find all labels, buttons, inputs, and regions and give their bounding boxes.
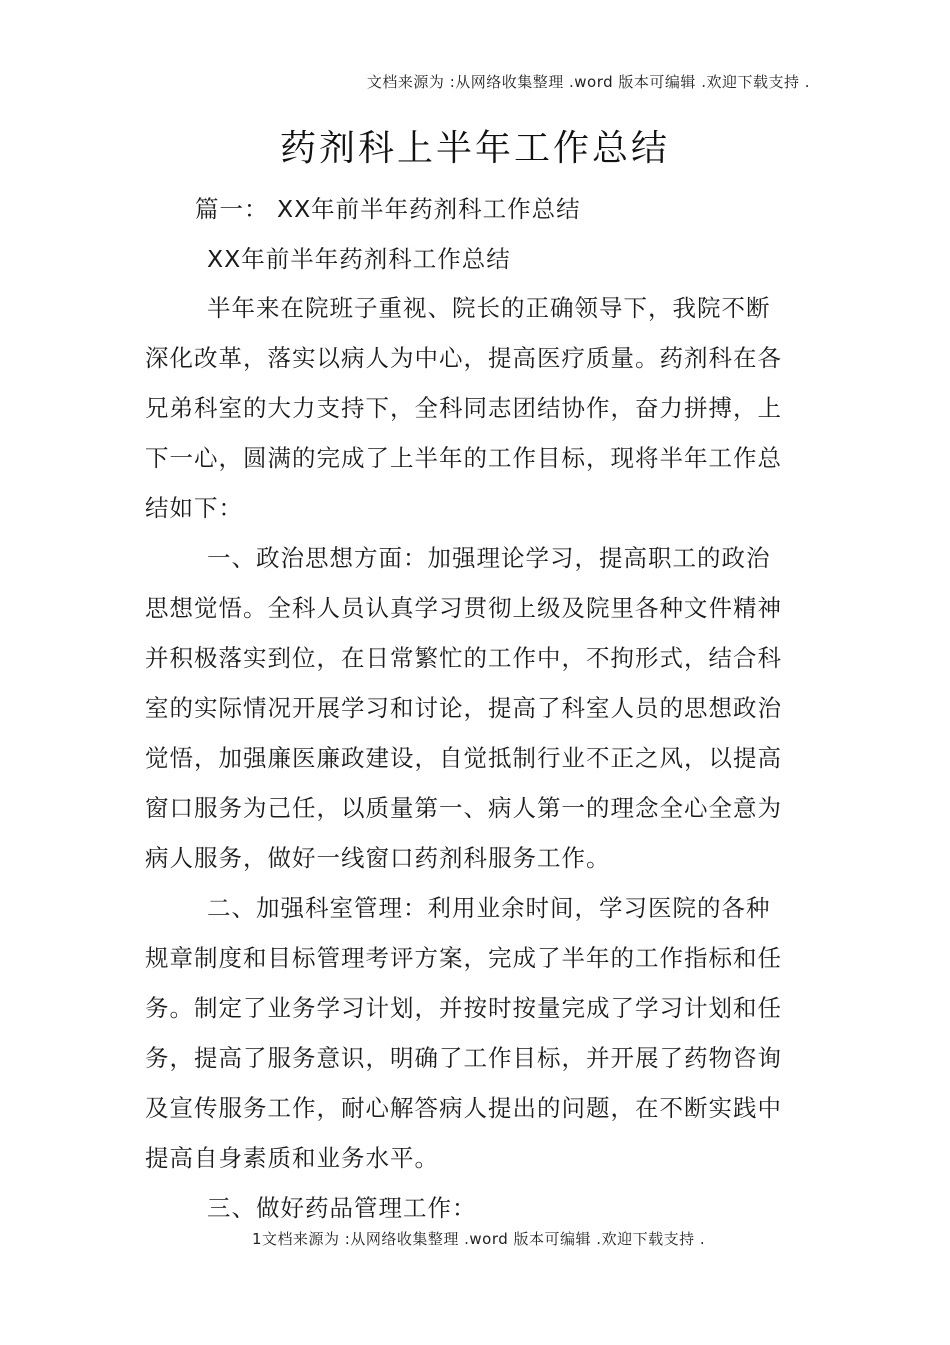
- section-heading: XX年前半年药剂科工作总结: [207, 245, 511, 273]
- page-header-note: 文档来源为 :从网络收集整理 .word 版本可编辑 .欢迎下载支持 .: [366, 73, 810, 91]
- paragraph-line: 病人服务，做好一线窗口药剂科服务工作。: [145, 844, 611, 872]
- paragraph-line: 及宣传服务工作，耐心解答病人提出的问题，在不断实践中: [145, 1094, 782, 1122]
- paragraph-line: 务，提高了服务意识，明确了工作目标，并开展了药物咨询: [145, 1044, 782, 1072]
- page-footer-note: 1文档来源为 :从网络收集整理 .word 版本可编辑 .欢迎下载支持 .: [252, 1230, 706, 1248]
- paragraph-line: 务。制定了业务学习计划，并按时按量完成了学习计划和任: [145, 994, 782, 1022]
- paragraph-line: 二、加强科室管理：利用业余时间，学习医院的各种: [207, 894, 771, 922]
- paragraph-line: 规章制度和目标管理考评方案，完成了半年的工作指标和任: [145, 944, 782, 972]
- paragraph-line: 三、做好药品管理工作：: [207, 1194, 477, 1222]
- document-title: 药剂科上半年工作总结: [279, 128, 670, 169]
- paragraph-line: 提高自身素质和业务水平。: [145, 1144, 439, 1172]
- paragraph-line: 并积极落实到位，在日常繁忙的工作中，不拘形式，结合科: [145, 644, 782, 672]
- paragraph-line: 兄弟科室的大力支持下，全科同志团结协作，奋力拼搏，上: [145, 394, 782, 422]
- paragraph-line: 深化改革，落实以病人为中心，提高医疗质量。药剂科在各: [145, 344, 782, 372]
- paragraph-line: 下一心，圆满的完成了上半年的工作目标，现将半年工作总: [145, 444, 782, 472]
- subtitle-line: 篇一： XX年前半年药剂科工作总结: [195, 195, 581, 223]
- paragraph-line: 思想觉悟。全科人员认真学习贯彻上级及院里各种文件精神: [145, 594, 782, 622]
- paragraph-line: 结如下：: [145, 494, 243, 522]
- paragraph-line: 室的实际情况开展学习和讨论，提高了科室人员的思想政治: [145, 694, 782, 722]
- paragraph-line: 半年来在院班子重视、院长的正确领导下，我院不断: [207, 294, 771, 322]
- paragraph-line: 窗口服务为己任，以质量第一、病人第一的理念全心全意为: [145, 794, 782, 822]
- paragraph-line: 觉悟，加强廉医廉政建设，自觉抵制行业不正之风，以提高: [145, 744, 782, 772]
- paragraph-line: 一、政治思想方面：加强理论学习，提高职工的政治: [207, 544, 771, 572]
